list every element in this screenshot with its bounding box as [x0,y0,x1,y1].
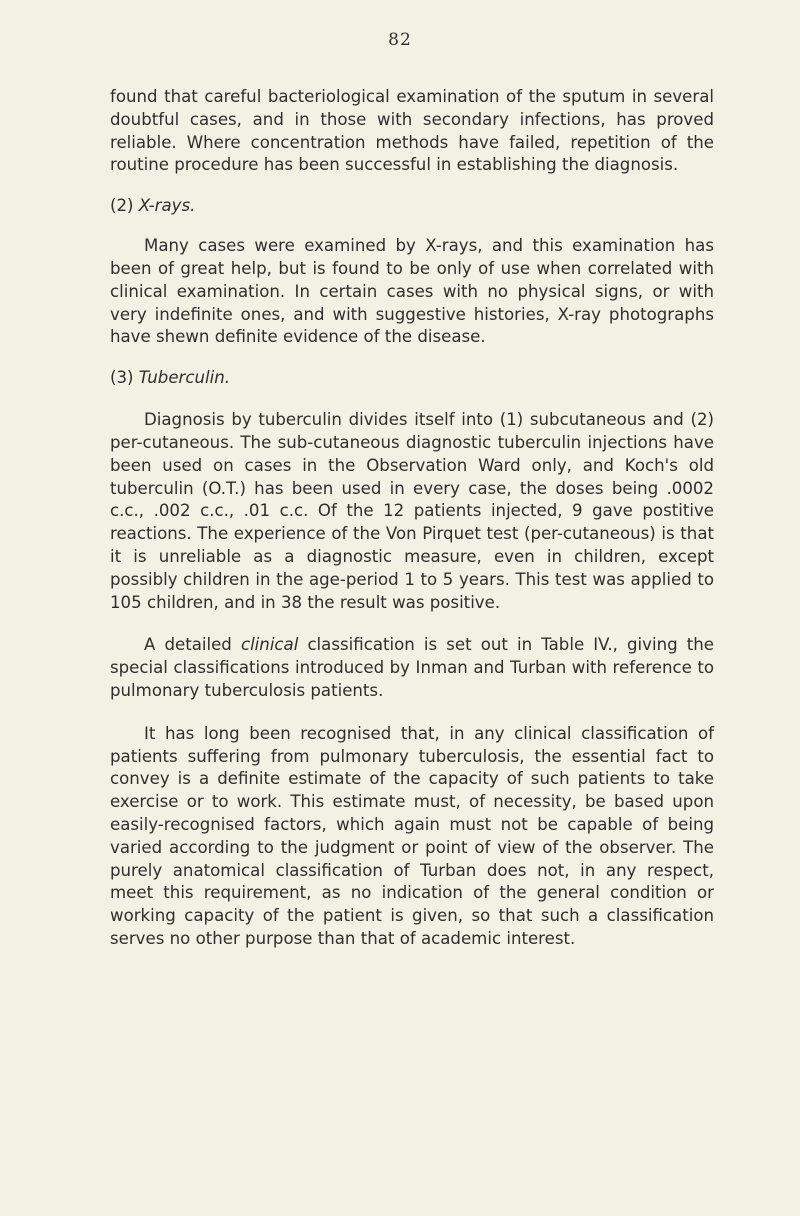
heading-tuberculin-number: (3) [110,368,134,388]
paragraph-classification [110,634,714,702]
paragraph-capacity: It has long been recognised that, in any clinical classification of patients suffering from pulmonary tuberculosis, the essential fact to convey is a definite estimate of the capacity of such patients to take exercise or to work. This estimate must, of necessity, be based upon easily-recognised factors, which again must not be capable of being varied according to the judgment or point of view of the observer. The purely anatomical classification of Turban does not, in any respect, meet this requirement, as no indication of the general condition or working capacity of the patient is given, so that such a classification serves no other purpose than that of academic interest. [110,723,714,948]
paragraph-classification-italic: clinical [240,635,299,655]
heading-tuberculin [110,367,714,389]
paragraph-sputum: found that careful bacteriological examination of the sputum in several doubtful cases, and in those with secondary infections, has proved reliable. Where concentration methods have failed, repetition of the routine procedure has been successful in establishing the diagnosis. [110,87,714,175]
body-text [110,86,714,951]
paragraph-x-rays: Many cases were examined by X-rays, and this examination has been of great help, but is found to be only of use when correlated with clinical examination. In certain cases with no physical signs, or with very indefinite ones, and with suggestive histories, X-ray photographs have shewn definite evidence of the disease. [110,236,714,347]
heading-x-rays [110,195,714,217]
heading-x-rays-title: X-rays. [138,196,196,216]
paragraph-tuberculin: Diagnosis by tuberculin divides itself into (1) subcutaneous and (2) per-cutaneous. The sub-cutaneous diagnostic tuberculin injections have been used on cases in the Observation Ward only, and Koch's old tuberculin (O.T.) has been used in every case, the doses being .0002 c.c., .002 c.c., .01 c.c. Of the 12 patients injected, 9 gave postitive reactions. The experience of the Von Pirquet test (per-cutaneous) is that it is unreliable as a diagnostic measure, even in children, except possibly children in the age-period 1 to 5 years. This test was applied to 105 children, and in 38 the result was positive. [110,410,714,612]
paragraph-classification-end: classification is set out in Table IV., giving the special classifications introduced by Inman and Turban with reference to pulmonary tuberculosis patients. [110,635,714,700]
page-number: 82 [388,30,412,50]
heading-x-rays-number: (2) [110,196,134,216]
paragraph-classification-start: A detailed [144,635,241,655]
heading-tuberculin-title: Tuberculin. [138,368,230,388]
